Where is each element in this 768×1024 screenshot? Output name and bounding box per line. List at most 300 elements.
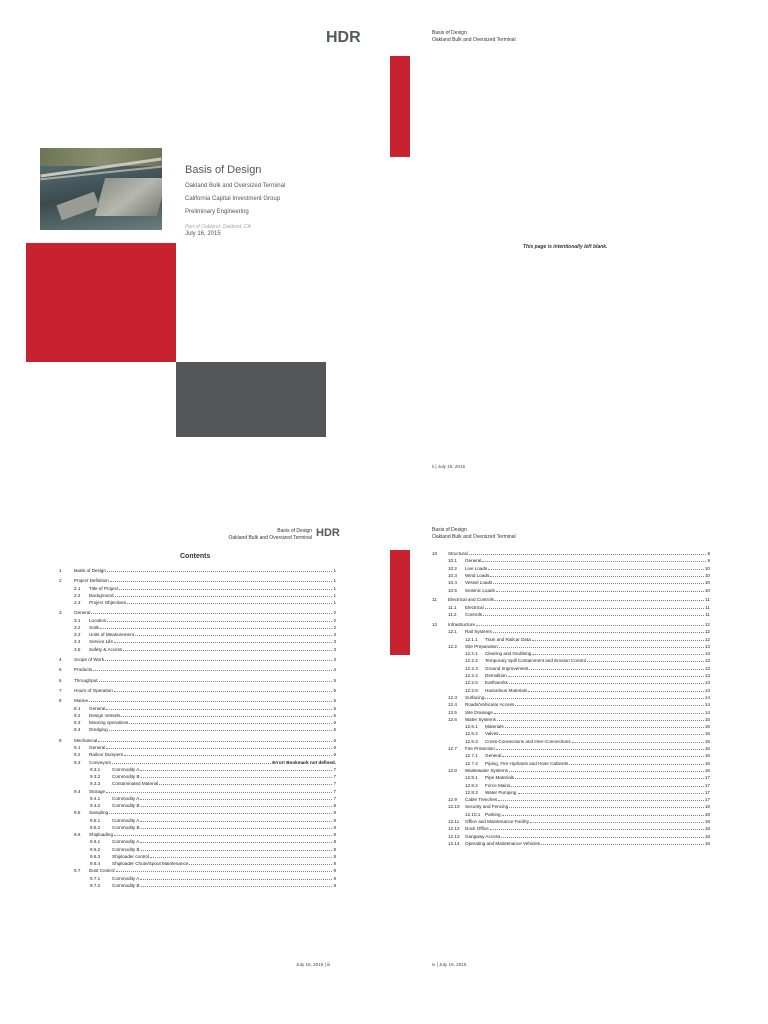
toc-entry-label: Operating and Maintenance Vehicles [465,840,541,846]
toc-entry-number: 5 [59,667,62,673]
toc-entry-page: 16 [704,738,710,744]
toc-entry-page: 14 [704,702,710,708]
toc-entry-label: Surfacing [465,694,485,700]
toc-entry[interactable] [465,671,710,678]
toc-entry-number: 10.2 [448,565,457,571]
toc-entry-label: Commodity B [112,803,140,809]
toc-entry-label: Hours of Operation [74,688,113,694]
toc-entry-page: 5 [333,698,336,704]
toc-leader-dots [114,688,333,692]
toc-entry-label: Commodity A [112,766,140,772]
header-project: Oakland Bulk and Oversized Terminal [432,36,516,43]
toc-entry[interactable] [465,781,710,788]
toc-entry-number: 9.4.1 [90,795,101,801]
toc-entry-number: 9.7.1 [90,875,101,881]
toc-entry-label: Units of Measurement [89,632,134,638]
toc-entry[interactable] [465,788,710,795]
toc-leader-dots [502,753,704,757]
toc-leader-dots [141,774,333,778]
toc-entry-number: 9.1 [74,745,81,751]
toc-entry[interactable] [74,750,336,757]
toc-entry-page: 10 [704,587,710,593]
toc-entry-number: 9.6.3 [90,853,101,859]
toc-entry-label: Train and Railcar Data [485,636,531,642]
toc-entry-label: Safety & Access [89,646,123,652]
toc-entry-number: 2.2 [74,592,81,598]
toc-leader-dots [509,680,704,684]
toc-entry-page: 16 [704,760,710,766]
toc-entry-number: 6 [59,677,62,683]
toc-entry[interactable] [448,642,710,649]
toc-entry[interactable] [59,576,336,583]
toc-leader-dots [505,724,704,728]
toc-entry-page: 12 [704,636,710,642]
toc-entry[interactable] [448,715,710,722]
toc-entry[interactable] [432,549,710,556]
toc-entry-page: 8 [333,853,336,859]
toc-entry-page: 1 [333,578,336,584]
toc-entry[interactable] [74,866,336,873]
toc-entry-label: Clearing and Grubbing [485,651,532,657]
toc-entry-page: 5 [333,712,336,718]
toc-entry-page: 18 [704,819,710,824]
toc-entry[interactable] [465,751,710,758]
toc-entry-label: Project Objectives [89,600,127,606]
toc-entry[interactable] [448,708,710,715]
toc-entry[interactable] [465,664,710,671]
toc-entry-number: 12.2.1 [465,651,478,657]
cover-date: July 16, 2015 [185,231,221,237]
toc-entry-page: 15 [704,724,710,730]
toc-entry-page: 8 [333,846,336,852]
toc-leader-dots [498,797,704,801]
toc-leader-dots [140,796,332,800]
toc-entry-label: Office and Maintenance Facility [465,819,530,824]
toc-entry-number: 9 [59,737,62,743]
toc-leader-dots [528,688,704,692]
toc-entry[interactable] [90,801,336,808]
page-header [432,527,516,540]
toc-entry[interactable] [465,686,710,693]
toc-entry[interactable] [448,610,710,617]
toc-entry[interactable] [74,830,336,837]
toc-entry[interactable] [448,586,710,593]
toc-entry-page: 13 [704,651,710,657]
toc-entry-label: Temporary Spill Containment and Erosion Control [485,658,586,664]
toc-leader-dots [107,618,332,622]
toc-leader-dots [124,752,332,756]
page-footer: iv | July 16, 2015 [432,962,467,967]
cover-phase: Preliminary Engineering [185,209,249,215]
toc-entry[interactable] [448,832,710,839]
toc-entry-label: Electrical [465,604,484,610]
toc-leader-dots [485,605,705,609]
toc-entry[interactable] [74,758,336,765]
toc-leader-dots [114,832,332,836]
toc-entry-label: Force Mains [485,782,511,788]
toc-leader-dots [106,706,332,710]
toc-entry-label: Infrastructure [448,621,476,627]
toc-leader-dots [497,717,704,721]
toc-leader-dots [129,720,332,724]
toc-entry-number: 12.10.1 [465,811,481,817]
hdr-logo [326,29,361,47]
page-footer: ii | July 16, 2015 [432,464,466,469]
toc-entry[interactable] [465,810,710,817]
toc-entry[interactable] [90,881,336,888]
toc-entry[interactable] [59,696,336,703]
toc-entry-number: 12.12 [448,826,460,832]
toc-entry-label: Controls [465,612,483,617]
toc-leader-dots [140,876,332,880]
toc-leader-dots [105,657,332,661]
toc-entry[interactable] [448,817,710,824]
toc-entry-page: 18 [704,833,710,839]
toc-entry-number: 9.5.1 [90,817,101,823]
toc-entry[interactable] [74,598,336,605]
toc-entry-page: 18 [704,804,710,810]
toc-entry[interactable] [90,852,336,859]
toc-entry-number: 12.8.1 [465,775,478,781]
toc-entry-number: 8.2 [74,712,81,718]
toc-entry-label: Piping, Fire Hydrants and Hose Cabinets [485,760,569,766]
toc-entry-label: Commodity A [112,875,140,881]
toc-entry[interactable] [448,571,710,578]
toc-entry-number: 12.8.3 [465,789,478,795]
toc-entry-page: 16 [704,746,710,751]
toc-leader-dots [109,810,332,814]
red-side-bar [390,550,410,655]
toc-leader-dots [532,637,704,641]
toc-entry-label: Vessel Loads [465,580,493,586]
toc-entry-label: Water Pumping [485,789,517,795]
toc-leader-dots [482,558,706,562]
toc-entry-page: 9 [707,551,710,556]
toc-entry-label: Scope of Work [74,657,105,663]
page-header [220,528,312,541]
toc-entry-label: Background [89,592,114,598]
toc-leader-dots [112,760,271,764]
toc-entry[interactable] [90,765,336,772]
toc-entry-label: Dust Control [89,868,115,874]
toc-entry-page: 2 [333,610,336,616]
toc-entry-label: Valves [485,731,499,737]
toc-entry[interactable] [74,645,336,652]
toc-entry-label: Contaminated Material [112,781,159,787]
toc-entry-page: 9 [707,558,710,564]
toc-leader-dots [141,825,333,829]
toc-entry-page: 13 [704,673,710,678]
toc-entry-number: 12.10 [448,804,460,810]
toc-leader-dots [515,775,704,779]
toc-entry-number: 12.2.2 [465,658,478,664]
toc-entry[interactable] [90,772,336,779]
toc-entry[interactable] [448,744,710,751]
toc-entry-number: 9.6.1 [90,839,101,845]
toc-entry-number: 12.11 [448,819,460,824]
toc-leader-dots [99,678,333,682]
toc-entry-number: 9.5.2 [90,824,101,830]
toc-entry-page: 8 [333,861,336,867]
toc-entry[interactable] [448,839,710,846]
toc-entry[interactable] [448,578,710,585]
toc-leader-dots [501,834,704,838]
toc-entry-number: 3.5 [74,646,81,652]
toc-leader-dots [114,639,332,643]
toc-entry-number: 12 [432,621,438,627]
toc-entry-page: 12 [704,629,710,635]
toc-entry[interactable] [465,729,710,736]
toc-entry-page: 17 [704,782,710,788]
toc-leader-dots [109,727,333,731]
toc-entry-page: 7 [333,788,336,794]
toc-leader-dots [121,713,332,717]
toc-leader-dots [511,783,704,787]
toc-entry[interactable] [448,564,710,571]
toc-leader-dots [496,746,704,750]
toc-entry[interactable] [448,766,710,773]
toc-entry-label: Demolition [485,673,507,678]
toc-entry-number: 3.2 [74,624,81,630]
toc-entry-label: Site Preparation [465,643,498,649]
header-project: Oakland Bulk and Oversized Terminal [228,534,312,541]
toc-entry-page: 15 [704,716,710,722]
toc-leader-dots [485,695,703,699]
toc-entry-page: 13 [704,643,710,649]
toc-leader-dots [502,812,704,816]
toc-entry-page: 7 [333,774,336,780]
toc-entry[interactable] [465,737,710,744]
toc-entry[interactable] [90,794,336,801]
toc-entry-label: Earthworks [485,680,508,686]
toc-entry[interactable] [465,635,710,642]
toc-entry[interactable] [90,837,336,844]
toc-entry[interactable] [465,722,710,729]
toc-leader-dots [493,580,704,584]
toc-leader-dots [495,597,704,601]
toc-entry-number: 12.14 [448,840,460,846]
toc-entry[interactable] [74,725,336,732]
toc-entry-label: Throughput [74,677,98,683]
toc-leader-dots [141,803,333,807]
toc-entry-page: 8 [333,810,336,816]
toc-entry-number: 12.2.4 [465,673,478,678]
toc-entry[interactable] [74,704,336,711]
toc-entry-label: Rail Systems [465,629,492,635]
toc-entry-label: Electrical and Controls [448,597,494,603]
toc-entry[interactable] [90,779,336,786]
toc-entry[interactable] [59,655,336,662]
toc-entry-number: 12.2.5 [465,680,478,686]
toc-entry[interactable] [465,759,710,766]
toc-entry-label: Service Life [89,639,114,645]
toc-entry-label: Commodity A [112,817,140,823]
toc-entry[interactable] [465,649,710,656]
toc-entry-page: 13 [704,658,710,664]
toc-entry-number: 9.4.2 [90,803,101,809]
toc-entry[interactable] [59,686,336,693]
toc-entry-label: Commodity B [112,882,140,888]
toc-leader-dots [93,667,332,671]
toc-entry-page: 18 [704,840,710,846]
gray-block [176,362,326,437]
red-block [26,243,176,362]
toc-leader-dots [119,586,332,590]
toc-entry-page: 13 [704,680,710,686]
toc-entry-label: Dock Office [465,826,489,832]
toc-entry[interactable] [74,584,336,591]
toc-entry-label: Storage [89,788,106,794]
toc-entry[interactable] [90,859,336,866]
toc-entry-label: General [89,745,106,751]
toc-entry[interactable] [59,676,336,683]
toc-entry[interactable] [432,595,710,602]
toc-entry-number: 9.6.4 [90,861,101,867]
toc-entry-page: 9 [333,875,336,881]
toc-entry-page: 6 [333,727,336,733]
toc-entry[interactable] [74,623,336,630]
toc-leader-dots [107,568,333,572]
toc-entry-number: 3.3 [74,632,81,638]
toc-entry[interactable] [74,787,336,794]
toc-entry-number: 9.6 [74,832,81,838]
toc-entry-page: 16 [704,753,710,759]
toc-entry-label: Dredging [89,727,108,733]
toc-leader-dots [515,702,704,706]
toc-entry[interactable] [465,678,710,685]
toc-entry-page: 1 [333,600,336,606]
toc-entry[interactable] [448,802,710,809]
toc-entry-page: 10 [704,572,710,578]
toc-entry-label: Commodity B [112,774,140,780]
toc-entry[interactable] [74,711,336,718]
toc-entry-page: 7 [333,766,336,772]
cover-title: Basis of Design [185,164,262,176]
toc-entry[interactable] [59,566,336,573]
toc-entry-page: 11 [705,612,710,617]
toc-entry-label: General [465,558,482,564]
toc-entry-page: 10 [704,580,710,586]
toc-entry-page: 3 [333,657,336,663]
toc-leader-dots [140,767,332,771]
toc-entry[interactable] [59,736,336,743]
toc-entry-label: Water Systems [465,716,496,722]
toc-leader-dots [135,632,333,636]
toc-entry[interactable] [59,665,336,672]
toc-entry[interactable] [59,608,336,615]
toc-entry-number: 11.2 [448,612,457,617]
toc-entry-label: Structural [448,551,468,556]
hdr-logo-text: HDR [326,29,361,46]
toc-entry[interactable] [74,718,336,725]
toc-entry-page: 6 [333,745,336,751]
toc-entry-number: 9.6.2 [90,846,101,852]
toc-leader-dots [91,610,332,614]
toc-entry-page: 7 [333,795,336,801]
toc-entry-label: Shiploading [89,832,114,838]
toc-entry-label: General [485,753,502,759]
toc-leader-dots [529,666,703,670]
toc-entry[interactable] [74,616,336,623]
toc-entry-number: 9.7 [74,868,81,874]
toc-entry-label: Shiploader control [112,853,150,859]
toc-entry[interactable] [74,630,336,637]
toc-entry[interactable] [448,700,710,707]
toc-entry[interactable] [74,591,336,598]
toc-entry-label: General [74,610,91,616]
toc-entry-number: 12.2.3 [465,665,478,671]
toc-leader-dots [140,839,332,843]
toc-leader-dots [100,625,332,629]
toc-entry-page: 6 [333,737,336,743]
toc-entry-number: 8.3 [74,720,81,726]
toc-entry-label: Marine [74,698,89,704]
header-doc-title: Basis of Design [432,527,467,533]
toc-entry-page: 8 [333,832,336,838]
toc-leader-dots [140,818,332,822]
toc-entry-page: 13 [704,687,710,693]
toc-entry[interactable] [90,823,336,830]
toc-leader-dots [89,698,332,702]
toc-entry-number: 9.5 [74,810,81,816]
toc-entry-number: 12.13 [448,833,460,839]
toc-entry[interactable] [90,816,336,823]
toc-entry-label: Commodity B [112,824,140,830]
toc-entry-label: Ground Improvement [485,665,529,671]
toc-entry-page: 5 [333,688,336,694]
toc-entry[interactable] [448,824,710,831]
toc-entry[interactable] [74,808,336,815]
toc-entry[interactable] [448,627,710,634]
toc-entry-page: 8 [333,817,336,823]
toc-entry-label: Fire Protection [465,746,495,751]
toc-entry-page: Error! Bookmark not defined. [272,759,336,765]
toc-entry-number: 12.8 [448,767,457,773]
toc-entry[interactable] [74,743,336,750]
toc-entry-page: 17 [704,797,710,803]
toc-entry[interactable] [74,637,336,644]
toc-entry[interactable] [465,773,710,780]
toc-entry-label: Live Loads [465,565,488,571]
toc-entry-number: 9.2 [74,752,81,758]
toc-entry-number: 9.3.3 [90,781,101,787]
toc-entry-number: 12.3 [448,694,457,700]
toc-entry[interactable] [90,845,336,852]
toc-entry-number: 12.8.2 [465,782,478,788]
toc-entry[interactable] [448,556,710,563]
toc-entry[interactable] [432,620,710,627]
toc-leader-dots [127,600,332,604]
toc-entry-page: 2 [333,617,336,623]
toc-entry-number: 9.4 [74,788,81,794]
toc-entry-number: 12.4 [448,702,457,708]
toc-entry-number: 10.4 [448,580,457,586]
toc-entry[interactable] [448,795,710,802]
toc-entry[interactable] [448,603,710,610]
toc-entry-label: Conveyors [89,759,111,765]
toc-entry[interactable] [465,656,710,663]
toc-entry[interactable] [90,874,336,881]
toc-entry-label: Wastewater Systems [465,767,508,773]
toc-entry-label: Title of Project [89,585,119,591]
toc-entry-label: Pipe Materials [485,775,515,781]
toc-entry-number: 12.1 [448,629,457,635]
toc-entry[interactable] [448,693,710,700]
toc-entry-number: 8.1 [74,705,81,711]
toc-entry-page: 1 [333,585,336,591]
toc-leader-dots [499,644,704,648]
toc-entry-page: 18 [704,826,710,832]
